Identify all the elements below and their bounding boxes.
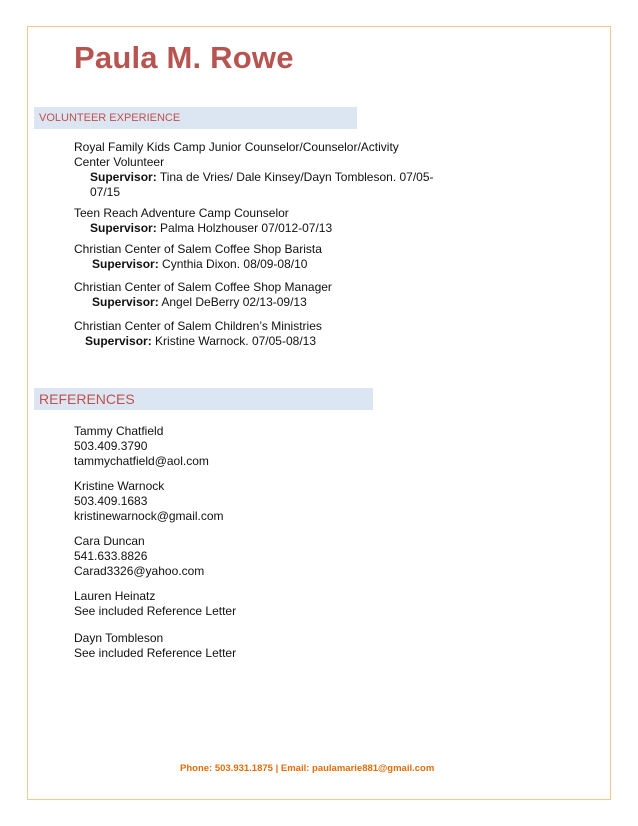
supervisor-label: Supervisor: — [90, 170, 157, 184]
supervisor-label: Supervisor: — [85, 334, 152, 348]
supervisor-value: Tina de Vries/ Dale Kinsey/Dayn Tombleson. 07/05-07/15 — [90, 170, 434, 199]
volunteer-entry — [74, 242, 434, 272]
entry-title: Teen Reach Adventure Camp Counselor — [74, 206, 289, 220]
reference-item — [74, 479, 224, 524]
supervisor-value: Cynthia Dixon. 08/09-08/10 — [162, 257, 308, 271]
entry-title: Christian Center of Salem Coffee Shop Barista — [74, 242, 322, 256]
volunteer-section-header: VOLUNTEER EXPERIENCE — [34, 107, 357, 129]
entry-title: Christian Center of Salem Coffee Shop Manager — [74, 280, 332, 294]
volunteer-entry — [74, 280, 434, 310]
reference-item — [74, 534, 204, 579]
reference-name: Lauren Heinatz — [74, 589, 156, 603]
reference-item — [74, 589, 236, 619]
reference-email: kristinewarnock@gmail.com — [74, 509, 224, 523]
references-section-header: REFERENCES — [34, 388, 373, 410]
supervisor-value: Angel DeBerry 02/13-09/13 — [161, 295, 307, 309]
reference-note: See included Reference Letter — [74, 646, 237, 660]
reference-email: tammychatfield@aol.com — [74, 454, 209, 468]
reference-phone: 541.633.8826 — [74, 549, 148, 563]
entry-supervisor — [74, 334, 434, 349]
reference-email: Carad3326@yahoo.com — [74, 564, 205, 578]
volunteer-entry — [74, 206, 434, 236]
reference-item — [74, 631, 236, 661]
entry-supervisor — [74, 257, 434, 272]
reference-phone: 503.409.3790 — [74, 439, 148, 453]
supervisor-label: Supervisor: — [92, 295, 159, 309]
volunteer-entry — [74, 140, 434, 200]
resume-name: Paula M. Rowe — [74, 40, 294, 75]
entry-supervisor — [74, 295, 434, 310]
supervisor-label: Supervisor: — [92, 257, 159, 271]
reference-name: Cara Duncan — [74, 534, 145, 548]
entry-title: Christian Center of Salem Children’s Ministries — [74, 319, 322, 333]
volunteer-entry — [74, 319, 434, 349]
reference-name: Tammy Chatfield — [74, 424, 164, 438]
supervisor-label: Supervisor: — [90, 221, 157, 235]
entry-supervisor — [74, 221, 434, 236]
reference-note: See included Reference Letter — [74, 604, 237, 618]
supervisor-value: Palma Holzhouser 07/012-07/13 — [160, 221, 333, 235]
reference-name: Kristine Warnock — [74, 479, 165, 493]
reference-phone: 503.409.1683 — [74, 494, 148, 508]
reference-name: Dayn Tombleson — [74, 631, 164, 645]
entry-title: Royal Family Kids Camp Junior Counselor/Counselor/Activity Center Volunteer — [74, 140, 399, 169]
supervisor-value: Kristine Warnock. 07/05-08/13 — [155, 334, 316, 348]
reference-item — [74, 424, 209, 469]
footer-contact: Phone: 503.931.1875 | Email: paulamarie881@gmail.com — [180, 763, 435, 774]
entry-supervisor — [74, 170, 434, 200]
